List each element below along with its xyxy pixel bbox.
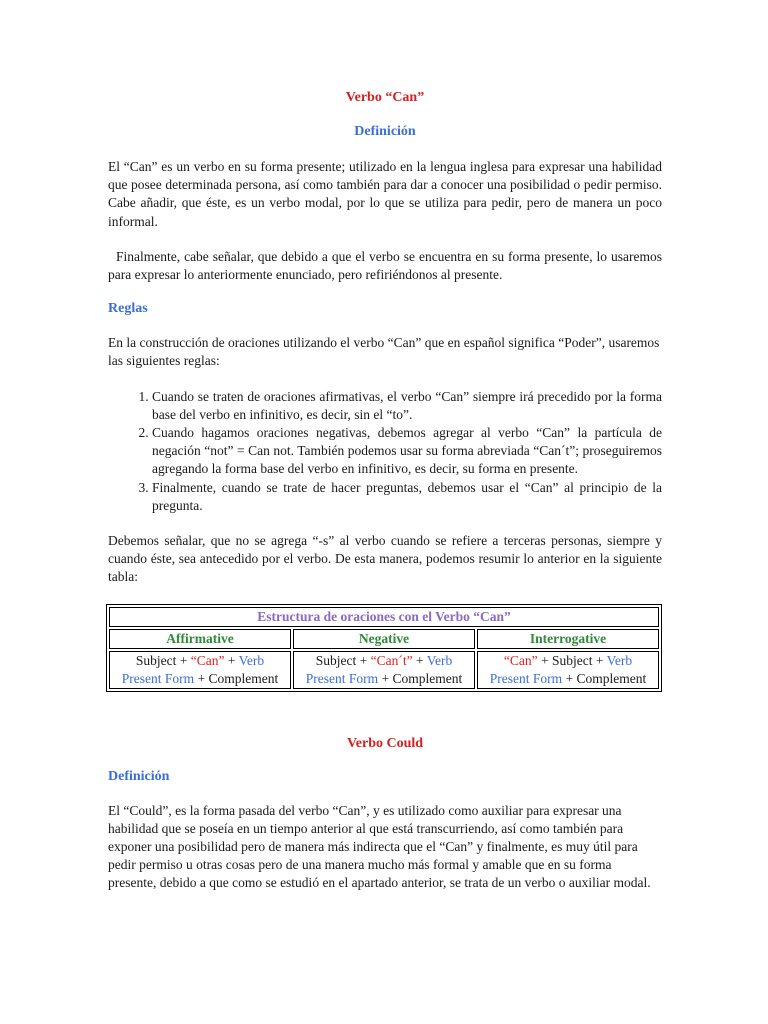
rules-heading: Reglas xyxy=(108,301,148,317)
header-interrogative: Interrogative xyxy=(477,629,659,649)
section-title-can: Verbo “Can” xyxy=(345,90,425,105)
document-page xyxy=(108,90,662,893)
rule-item: 2. Cuando hagamos oraciones negativas, debemos agregar al verbo “Can” la partícula de negación “not” = Can not. También podemos usar su forma abreviada “Can´t”; proseguiremos agregando la forma base del verbo en infinitivo, es decir, su forma en presente. xyxy=(152,424,662,479)
definition-heading: Definición xyxy=(354,124,416,139)
header-affirmative: Affirmative xyxy=(109,629,291,649)
section-title-could: Verbo Could xyxy=(346,735,424,751)
rules-list xyxy=(108,388,662,515)
definition-paragraph: El “Can” es un verbo en su forma presente; utilizado en la lengua inglesa para expresar una habilidad que posee determinada persona, así como también para dar a conocer una posibilidad o pedir permiso. Cabe añadir, que éste, es un verbo modal, por lo que se utiliza para pedir, pero de manera un poco informal. xyxy=(108,159,662,229)
rule-item: 1. Cuando se traten de oraciones afirmativas, el verbo “Can” siempre irá precedido por la forma base del verbo en infinitivo, es decir, sin el “to”. xyxy=(152,388,662,424)
present-paragraph: Finalmente, cabe señalar, que debido a que el verbo se encuentra en su forma presente, lo usaremos para expresar lo anteriormente enunciado, pero refiriéndonos al presente. xyxy=(108,248,662,283)
header-negative: Negative xyxy=(293,629,475,649)
rules-intro: En la construcción de oraciones utilizando el verbo “Can” que en español significa “Poder”, usaremos las siguientes reglas: xyxy=(108,335,660,369)
could-definition-paragraph: El “Could”, es la forma pasada del verbo “Can”, y es utilizado como auxiliar para expresar una habilidad que se poseía en un tiempo anterior al que está transcurriendo, así como también para exponer una posibilidad pero de manera más indirecta que el “Can” y finalmente, es muy útil para pedir permiso u otras cosas pero de una manera mucho más formal y amable que en su forma presente, debido a que como se estudió en el apartado anterior, se trata de un verbo o auxiliar modal. xyxy=(108,802,651,891)
rule-item: 3. Finalmente, cuando se trate de hacer preguntas, debemos usar el “Can” al principio de la pregunta. xyxy=(152,479,662,515)
cell-negative: Subject + “Can´t” + Verb Present Form + Complement xyxy=(293,651,475,689)
cell-interrogative: “Can” + Subject + Verb Present Form + Complement xyxy=(477,651,659,689)
cell-affirmative: Subject + “Can” + Verb Present Form + Complement xyxy=(109,651,291,689)
table-title: Estructura de oraciones con el Verbo “Can” xyxy=(109,607,659,627)
can-structure-table xyxy=(106,604,662,692)
could-definition-heading: Definición xyxy=(108,768,170,784)
rules-outro: Debemos señalar, que no se agrega “-s” al verbo cuando se refiere a terceras personas, siempre y cuando éste, sea antecedido por el verbo. De esta manera, podemos resumir lo anterior en la siguiente tabla: xyxy=(108,533,662,585)
